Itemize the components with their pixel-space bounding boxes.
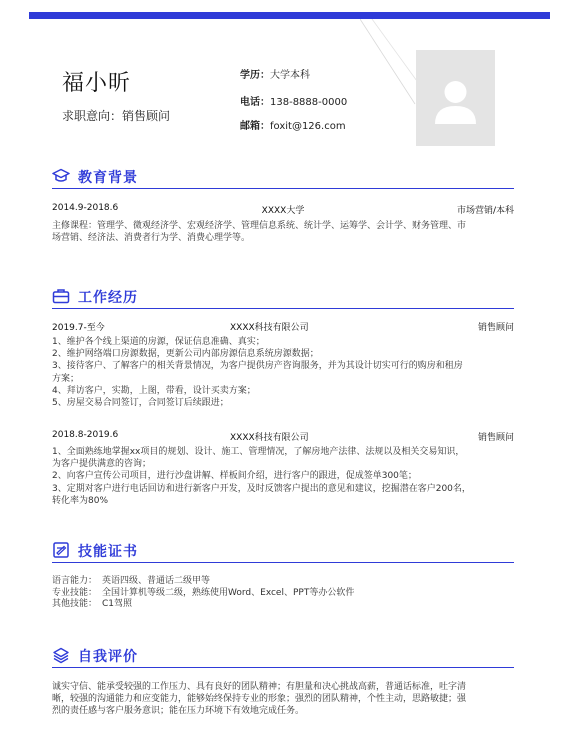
skill-value: C1驾照 <box>102 599 133 609</box>
email-value: foxit@126.com <box>270 121 346 132</box>
text-line: 3、接待客户、了解客户的相关背景情况，为客户提供房产咨询服务，并为其设计切实可行的购房和租房 <box>52 361 463 372</box>
briefcase-icon <box>52 287 70 305</box>
education-label: 学历： <box>240 70 270 81</box>
skill-item <box>52 599 514 611</box>
job-row <box>52 430 514 444</box>
text-line: 1、全面熟练地掌握xx项目的规划、设计、施工、管理情况，了解房地产法律、法规以及相关交易知识， <box>52 447 465 457</box>
email-label: 邮箱： <box>240 121 270 132</box>
text-line: 烈的责任感与客户服务意识；能在压力环境下有效地完成任务。 <box>52 706 305 717</box>
certificate-icon <box>52 541 70 559</box>
education-title: 教育背景 <box>78 170 138 186</box>
layers-icon <box>52 646 70 664</box>
self-eval-title: 自我评价 <box>78 649 138 665</box>
job-role: 销售顾问 <box>477 433 514 443</box>
skill-item <box>52 588 514 600</box>
text-line: 转化率为80% <box>52 495 109 506</box>
text-line: 为客户提供满意的咨询； <box>52 459 152 470</box>
work-title: 工作经历 <box>78 290 138 306</box>
education-section-header <box>52 166 514 189</box>
skill-value: 全国计算机等级二级，熟练使用Word、Excel、PPT等办公软件 <box>102 587 355 598</box>
education-info <box>240 66 310 81</box>
text-line: 2、向客户宣传公司项目，进行沙盘讲解、样板间介绍，进行客户的跟进，促成签单300笔； <box>52 471 417 482</box>
text-line: 场营销、经济法、消费者行为学、消费心理学等。 <box>52 233 251 244</box>
education-courses <box>52 220 514 244</box>
person-silhouette-icon <box>416 50 495 146</box>
phone-info <box>240 93 347 108</box>
graduation-cap-icon <box>52 167 70 185</box>
skill-value: 英语四级、普通话二级甲等 <box>102 576 211 586</box>
email-info <box>240 117 346 132</box>
job-company: XXXX科技有限公司 <box>230 323 309 333</box>
job-intent: 求职意向：销售顾问 <box>62 109 171 123</box>
top-accent-bar <box>29 12 550 19</box>
text-line: 5、房屋交易合同签订，合同签订后续跟进； <box>52 398 229 409</box>
skill-label: 专业技能： <box>52 587 98 598</box>
skill-item <box>52 576 514 588</box>
job-company: XXXX科技有限公司 <box>230 433 309 443</box>
text-line: 主修课程：管理学、微观经济学、宏观经济学、管理信息系统、统计学、运筹学、会计学、财务管理、市 <box>52 221 467 231</box>
text-line: 2、维护网络端口房源数据，更新公司内部房源信息系统房源数据； <box>52 349 319 360</box>
profile-photo <box>416 50 495 146</box>
skills-list <box>52 576 514 611</box>
education-school: XXXX大学 <box>261 206 305 216</box>
education-value: 大学本科 <box>270 70 310 81</box>
candidate-name: 福小昕 <box>62 71 132 96</box>
education-period: 2014.9-2018.6 <box>52 203 119 213</box>
education-row <box>52 203 514 217</box>
job-period: 2018.8-2019.6 <box>52 430 119 440</box>
job-row <box>52 320 514 334</box>
phone-value: 138-8888-0000 <box>270 97 348 108</box>
skills-title: 技能证书 <box>78 544 138 560</box>
work-section-header <box>52 286 514 309</box>
text-line: 3、定期对客户进行电话回访和进行新客户开发，及时反馈客户提出的意见和建议，挖掘潜在客户200名， <box>52 483 471 494</box>
text-line: 4、拜访客户，实勘，上图，带看，设计买卖方案； <box>52 385 256 396</box>
phone-label: 电话： <box>240 97 270 108</box>
job-period: 2019.7-至今 <box>52 323 105 333</box>
education-major: 市场营销/本科 <box>456 206 514 216</box>
job-duties <box>52 336 514 409</box>
job-role: 销售顾问 <box>477 323 514 333</box>
text-line: 1、维护各个线上渠道的房源，保证信息准确、真实； <box>52 337 265 347</box>
text-line: 诚实守信、能承受较强的工作压力、具有良好的团队精神；有胆量和决心挑战高薪，普通话标准，吐字清 <box>52 682 467 692</box>
text-line: 晰，较强的沟通能力和应变能力，能够始终保持专业的形象；强烈的团队精神，个性主动，思路敏捷；强 <box>52 694 467 705</box>
skill-label: 其他技能： <box>52 599 98 609</box>
skills-section-header <box>52 540 514 563</box>
self-eval-section-header <box>52 645 514 668</box>
self-eval-text <box>52 681 514 718</box>
text-line: 方案； <box>52 373 80 384</box>
skill-label: 语言能力： <box>52 576 98 586</box>
job-duties <box>52 446 514 507</box>
